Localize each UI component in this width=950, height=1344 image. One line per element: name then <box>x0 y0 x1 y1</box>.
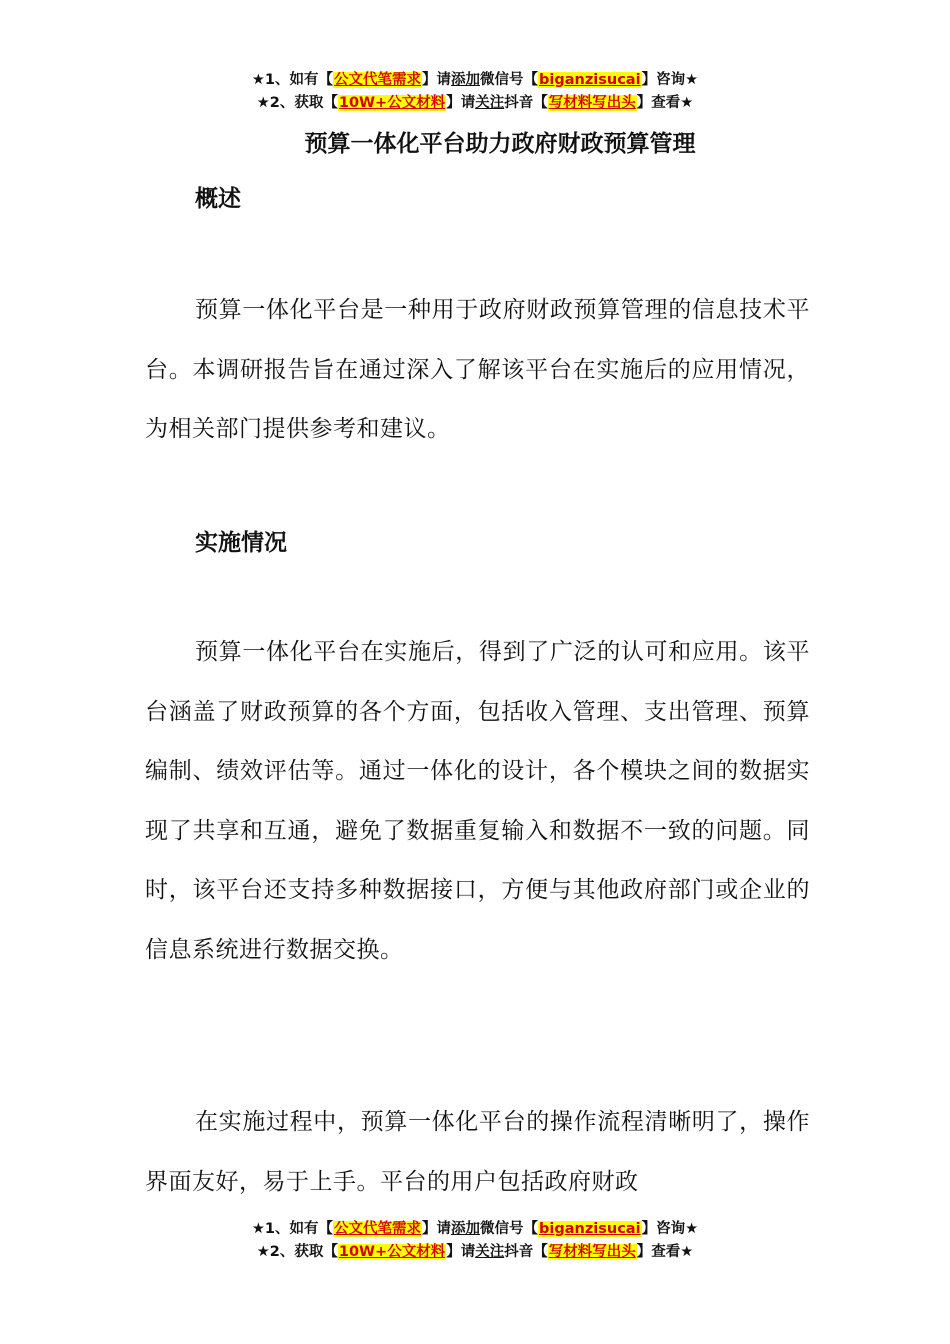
banner-text: 微信号【 <box>480 72 539 88</box>
banner-text: ★2、获取【 <box>256 1244 338 1260</box>
banner-text: 】请 <box>422 1221 452 1237</box>
footer-banner <box>0 1218 950 1264</box>
banner-underlined-text: 关注 <box>475 1244 505 1260</box>
banner-text: 】请 <box>446 1244 476 1260</box>
banner-line-1 <box>0 69 950 92</box>
banner-highlight-wechat-id: biganzisucai <box>539 1221 641 1237</box>
banner-text: 】请 <box>446 95 476 111</box>
banner-text: ★2、获取【 <box>256 95 338 111</box>
paragraph-implementation-1: 预算一体化平台在实施后，得到了广泛的认可和应用。该平台涵盖了财政预算的各个方面，包括收入管理、支出管理、预算编制、绩效评估等。通过一体化的设计，各个模块之间的数据实现了共享和互通，避免了数据重复输入和数据不一致的问题。同时，该平台还支持多种数据接口，方便与其他政府部门或企业的信息系统进行数据交换。 <box>145 639 810 963</box>
banner-line-2 <box>0 1241 950 1264</box>
banner-text: 】请 <box>422 72 452 88</box>
section-heading-overview: 概述 <box>195 186 241 212</box>
banner-underlined-text: 添加 <box>451 1221 481 1237</box>
banner-text: 】查看★ <box>636 95 694 111</box>
banner-highlight-materials: 10W+公文材料 <box>338 95 446 111</box>
paragraph-overview: 预算一体化平台是一种用于政府财政预算管理的信息技术平台。本调研报告旨在通过深入了解该平台在实施后的应用情况，为相关部门提供参考和建议。 <box>145 297 810 442</box>
banner-highlight-douyin-account: 写材料写出头 <box>548 95 636 111</box>
section-heading-implementation: 实施情况 <box>195 530 287 556</box>
paragraph-implementation-2: 在实施过程中，预算一体化平台的操作流程清晰明了，操作界面友好，易于上手。平台的用户包括政府财政 <box>145 1109 810 1195</box>
banner-highlight-wechat-id: biganzisucai <box>539 72 641 88</box>
banner-text: 】咨询★ <box>641 1221 699 1237</box>
banner-highlight-service: 公文代笔需求 <box>334 1221 422 1237</box>
banner-highlight-materials: 10W+公文材料 <box>338 1244 446 1260</box>
banner-text: ★1、如有【 <box>251 1221 334 1237</box>
banner-text: 】查看★ <box>636 1244 694 1260</box>
header-banner <box>0 69 950 115</box>
banner-text: 抖音【 <box>504 1244 548 1260</box>
banner-line-1 <box>0 1218 950 1241</box>
banner-text: 抖音【 <box>504 95 548 111</box>
banner-underlined-text: 关注 <box>475 95 505 111</box>
banner-underlined-text: 添加 <box>451 72 481 88</box>
banner-line-2 <box>0 92 950 115</box>
document-title: 预算一体化平台助力政府财政预算管理 <box>304 131 696 157</box>
banner-highlight-service: 公文代笔需求 <box>334 72 422 88</box>
banner-text: 】咨询★ <box>641 72 699 88</box>
banner-highlight-douyin-account: 写材料写出头 <box>548 1244 636 1260</box>
banner-text: 微信号【 <box>480 1221 539 1237</box>
banner-text: ★1、如有【 <box>251 72 334 88</box>
